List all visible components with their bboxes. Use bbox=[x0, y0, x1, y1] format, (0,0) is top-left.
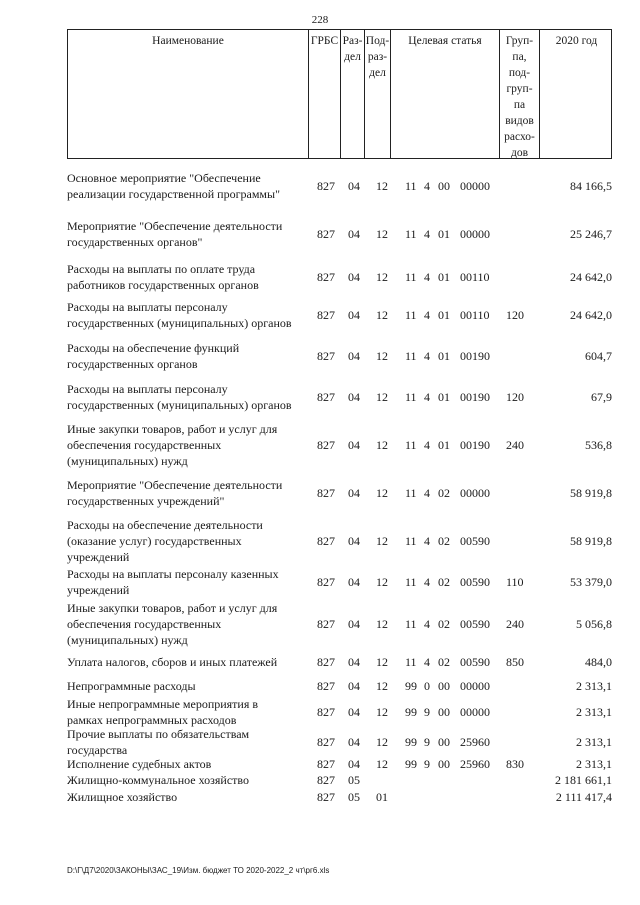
amount-2020: 2 313,1 bbox=[576, 757, 612, 771]
cs-event: 00 bbox=[438, 705, 450, 719]
row-name-line: (муниципальных) нужд bbox=[67, 633, 188, 647]
row-name-line: Расходы на выплаты персоналу bbox=[67, 382, 228, 396]
razdel: 04 bbox=[348, 735, 360, 749]
cs-program: 99 bbox=[405, 705, 417, 719]
cs-program: 99 bbox=[405, 679, 417, 693]
razdel: 04 bbox=[348, 655, 360, 669]
razdel: 04 bbox=[348, 679, 360, 693]
row-name bbox=[67, 772, 312, 788]
cs-subprogram: 4 bbox=[424, 438, 430, 452]
row-name-line: Расходы на выплаты персоналу bbox=[67, 300, 228, 314]
cs-direction: 00000 bbox=[460, 227, 490, 241]
razdel: 05 bbox=[348, 790, 360, 804]
header-gruppa-line: груп- bbox=[506, 83, 533, 95]
row-name-line: государства bbox=[67, 743, 128, 757]
row-name-line: Мероприятие "Обеспечение деятельности bbox=[67, 478, 283, 492]
cs-event: 00 bbox=[438, 179, 450, 193]
row-name bbox=[67, 756, 312, 772]
cs-subprogram: 4 bbox=[424, 655, 430, 669]
vid-rashodov: 240 bbox=[506, 617, 524, 631]
row-name-line: Исполнение судебных актов bbox=[67, 757, 212, 771]
cs-event: 00 bbox=[438, 757, 450, 771]
table-header bbox=[67, 29, 612, 159]
cs-subprogram: 4 bbox=[424, 617, 430, 631]
cs-program: 99 bbox=[405, 757, 417, 771]
razdel: 04 bbox=[348, 757, 360, 771]
podrazdel: 12 bbox=[376, 486, 388, 500]
grbs: 827 bbox=[317, 735, 335, 749]
grbs: 827 bbox=[317, 270, 335, 284]
row-name-line: Расходы на выплаты персоналу казенных bbox=[67, 567, 279, 581]
grbs: 827 bbox=[317, 757, 335, 771]
header-podrazdel-line: раз- bbox=[367, 51, 388, 63]
cs-direction: 00110 bbox=[460, 270, 490, 284]
podrazdel: 12 bbox=[376, 705, 388, 719]
cs-program: 11 bbox=[405, 270, 417, 284]
row-name-line: Жилищно-коммунальное хозяйство bbox=[67, 773, 250, 787]
row-name-line: рамках непрограммных расходов bbox=[67, 713, 237, 727]
cs-program: 11 bbox=[405, 179, 417, 193]
amount-2020: 53 379,0 bbox=[570, 575, 612, 589]
podrazdel: 12 bbox=[376, 757, 388, 771]
cs-program: 11 bbox=[405, 438, 417, 452]
grbs: 827 bbox=[317, 617, 335, 631]
cs-program: 11 bbox=[405, 655, 417, 669]
cs-subprogram: 9 bbox=[424, 757, 430, 771]
podrazdel: 12 bbox=[376, 308, 388, 322]
header-razdel-line: Раз- bbox=[342, 35, 363, 47]
razdel: 05 bbox=[348, 773, 360, 787]
header-podrazdel-line: дел bbox=[369, 67, 386, 79]
row-name-line: государственных (муниципальных) органов bbox=[67, 398, 292, 412]
row-name-line: работников государственных органов bbox=[67, 278, 259, 292]
cs-direction: 00000 bbox=[460, 179, 490, 193]
cs-event: 01 bbox=[438, 308, 450, 322]
cs-event: 00 bbox=[438, 735, 450, 749]
cs-subprogram: 4 bbox=[424, 179, 430, 193]
cs-direction: 00590 bbox=[460, 575, 490, 589]
row-name bbox=[67, 696, 312, 728]
razdel: 04 bbox=[348, 486, 360, 500]
podrazdel: 12 bbox=[376, 349, 388, 363]
grbs: 827 bbox=[317, 679, 335, 693]
grbs: 827 bbox=[317, 227, 335, 241]
row-name-line: государственных органов bbox=[67, 357, 198, 371]
header-gruppa-line: па, bbox=[512, 51, 527, 63]
row-name-line: Основное мероприятие "Обеспечение bbox=[67, 171, 261, 185]
row-name bbox=[67, 170, 312, 202]
row-name-line: Мероприятие "Обеспечение деятельности bbox=[67, 219, 283, 233]
row-name bbox=[67, 381, 312, 413]
header-gruppa bbox=[500, 30, 540, 158]
amount-2020: 25 246,7 bbox=[570, 227, 612, 241]
header-podrazdel-line: Под- bbox=[365, 35, 390, 47]
row-name-line: обеспечения государственных bbox=[67, 438, 222, 452]
razdel: 04 bbox=[348, 438, 360, 452]
amount-2020: 2 313,1 bbox=[576, 679, 612, 693]
cs-program: 11 bbox=[405, 308, 417, 322]
razdel: 04 bbox=[348, 534, 360, 548]
cs-subprogram: 9 bbox=[424, 735, 430, 749]
page-number: 228 bbox=[311, 14, 329, 26]
header-gruppa-line: расхо- bbox=[504, 131, 535, 143]
cs-event: 01 bbox=[438, 390, 450, 404]
grbs: 827 bbox=[317, 308, 335, 322]
razdel: 04 bbox=[348, 575, 360, 589]
grbs: 827 bbox=[317, 575, 335, 589]
podrazdel: 12 bbox=[376, 227, 388, 241]
row-name-line: Расходы на обеспечение функций bbox=[67, 341, 240, 355]
cs-program: 11 bbox=[405, 486, 417, 500]
header-razdel-line: дел bbox=[344, 51, 361, 63]
podrazdel: 12 bbox=[376, 534, 388, 548]
cs-event: 02 bbox=[438, 486, 450, 500]
cs-direction: 00000 bbox=[460, 705, 490, 719]
cs-program: 99 bbox=[405, 735, 417, 749]
row-name-line: Жилищное хозяйство bbox=[67, 790, 178, 804]
cs-direction: 00190 bbox=[460, 390, 490, 404]
row-name bbox=[67, 600, 312, 648]
cs-direction: 00000 bbox=[460, 486, 490, 500]
row-name-line: государственных органов" bbox=[67, 235, 203, 249]
row-name bbox=[67, 218, 312, 250]
cs-subprogram: 4 bbox=[424, 308, 430, 322]
header-celevaya: Целевая статья bbox=[391, 30, 500, 158]
row-name bbox=[67, 421, 312, 469]
header-gruppa-line: Груп- bbox=[505, 35, 534, 47]
cs-direction: 00190 bbox=[460, 438, 490, 452]
grbs: 827 bbox=[317, 486, 335, 500]
amount-2020: 484,0 bbox=[585, 655, 612, 669]
header-name: Наименование bbox=[68, 30, 309, 158]
row-name bbox=[67, 678, 312, 694]
amount-2020: 24 642,0 bbox=[570, 270, 612, 284]
header-gruppa-line: дов bbox=[510, 147, 529, 159]
podrazdel: 12 bbox=[376, 390, 388, 404]
razdel: 04 bbox=[348, 705, 360, 719]
razdel: 04 bbox=[348, 349, 360, 363]
cs-subprogram: 4 bbox=[424, 390, 430, 404]
grbs: 827 bbox=[317, 179, 335, 193]
vid-rashodov: 240 bbox=[506, 438, 524, 452]
grbs: 827 bbox=[317, 534, 335, 548]
header-grbs: ГРБС bbox=[309, 30, 341, 158]
amount-2020: 58 919,8 bbox=[570, 486, 612, 500]
header-gruppa-line: видов bbox=[505, 115, 534, 127]
vid-rashodov: 120 bbox=[506, 390, 524, 404]
razdel: 04 bbox=[348, 308, 360, 322]
row-name-line: (оказание услуг) государственных bbox=[67, 534, 242, 548]
cs-event: 02 bbox=[438, 617, 450, 631]
amount-2020: 2 313,1 bbox=[576, 705, 612, 719]
cs-direction: 25960 bbox=[460, 757, 490, 771]
row-name bbox=[67, 477, 312, 509]
razdel: 04 bbox=[348, 617, 360, 631]
cs-event: 01 bbox=[438, 438, 450, 452]
cs-event: 02 bbox=[438, 534, 450, 548]
podrazdel: 12 bbox=[376, 270, 388, 284]
header-razdel bbox=[341, 30, 365, 158]
vid-rashodov: 110 bbox=[506, 575, 524, 589]
row-name-line: государственных (муниципальных) органов bbox=[67, 316, 292, 330]
cs-subprogram: 9 bbox=[424, 705, 430, 719]
row-name-line: учреждений bbox=[67, 550, 130, 564]
cs-subprogram: 4 bbox=[424, 270, 430, 284]
vid-rashodov: 850 bbox=[506, 655, 524, 669]
row-name bbox=[67, 261, 312, 293]
amount-2020: 604,7 bbox=[585, 349, 612, 363]
podrazdel: 12 bbox=[376, 655, 388, 669]
row-name-line: Расходы на обеспечение деятельности bbox=[67, 518, 263, 532]
cs-direction: 00590 bbox=[460, 655, 490, 669]
cs-program: 11 bbox=[405, 390, 417, 404]
vid-rashodov: 830 bbox=[506, 757, 524, 771]
header-year: 2020 год bbox=[555, 35, 598, 47]
grbs: 827 bbox=[317, 438, 335, 452]
cs-direction: 00590 bbox=[460, 534, 490, 548]
cs-program: 11 bbox=[405, 575, 417, 589]
row-name-line: государственных учреждений" bbox=[67, 494, 225, 508]
row-name bbox=[67, 517, 312, 565]
row-name-line: Расходы на выплаты по оплате труда bbox=[67, 262, 256, 276]
podrazdel: 01 bbox=[376, 790, 388, 804]
file-path-footer: D:\Г\Д7\2020\ЗАКОНЫ\ЗАС_19\Изм. бюджет ТО 2020-2022_2 чт\рг6.xls bbox=[67, 866, 330, 875]
header-podrazdel bbox=[365, 30, 391, 158]
row-name bbox=[67, 566, 312, 598]
grbs: 827 bbox=[317, 705, 335, 719]
cs-direction: 00190 bbox=[460, 349, 490, 363]
razdel: 04 bbox=[348, 390, 360, 404]
podrazdel: 12 bbox=[376, 735, 388, 749]
grbs: 827 bbox=[317, 655, 335, 669]
podrazdel: 12 bbox=[376, 575, 388, 589]
row-name-line: Непрограммные расходы bbox=[67, 679, 196, 693]
amount-2020: 84 166,5 bbox=[570, 179, 612, 193]
vid-rashodov: 120 bbox=[506, 308, 524, 322]
cs-program: 11 bbox=[405, 617, 417, 631]
podrazdel: 12 bbox=[376, 438, 388, 452]
row-name-line: Уплата налогов, сборов и иных платежей bbox=[67, 655, 278, 669]
row-name-line: учреждений bbox=[67, 583, 130, 597]
grbs: 827 bbox=[317, 773, 335, 787]
row-name-line: Иные закупки товаров, работ и услуг для bbox=[67, 422, 278, 436]
amount-2020: 2 181 661,1 bbox=[555, 773, 612, 787]
cs-direction: 00590 bbox=[460, 617, 490, 631]
row-name-line: обеспечения государственных bbox=[67, 617, 222, 631]
cs-event: 00 bbox=[438, 679, 450, 693]
cs-program: 11 bbox=[405, 227, 417, 241]
cs-event: 01 bbox=[438, 227, 450, 241]
header-gruppa-line: под- bbox=[508, 67, 531, 79]
amount-2020: 536,8 bbox=[585, 438, 612, 452]
row-name-line: реализации государственной программы" bbox=[67, 187, 280, 201]
amount-2020: 2 111 417,4 bbox=[555, 790, 612, 804]
row-name bbox=[67, 789, 312, 805]
razdel: 04 bbox=[348, 179, 360, 193]
row-name bbox=[67, 340, 312, 372]
cs-event: 02 bbox=[438, 655, 450, 669]
amount-2020: 5 056,8 bbox=[576, 617, 612, 631]
cs-event: 01 bbox=[438, 270, 450, 284]
amount-2020: 67,9 bbox=[591, 390, 612, 404]
row-name bbox=[67, 726, 312, 758]
cs-event: 01 bbox=[438, 349, 450, 363]
amount-2020: 24 642,0 bbox=[570, 308, 612, 322]
row-name bbox=[67, 654, 312, 670]
cs-program: 11 bbox=[405, 534, 417, 548]
cs-direction: 00000 bbox=[460, 679, 490, 693]
grbs: 827 bbox=[317, 349, 335, 363]
row-name-line: (муниципальных) нужд bbox=[67, 454, 188, 468]
cs-subprogram: 4 bbox=[424, 227, 430, 241]
podrazdel: 12 bbox=[376, 617, 388, 631]
row-name-line: Прочие выплаты по обязательствам bbox=[67, 727, 250, 741]
cs-direction: 25960 bbox=[460, 735, 490, 749]
cs-direction: 00110 bbox=[460, 308, 490, 322]
razdel: 04 bbox=[348, 270, 360, 284]
row-name bbox=[67, 299, 312, 331]
cs-subprogram: 4 bbox=[424, 534, 430, 548]
grbs: 827 bbox=[317, 790, 335, 804]
cs-program: 11 bbox=[405, 349, 417, 363]
cs-subprogram: 4 bbox=[424, 575, 430, 589]
cs-subprogram: 4 bbox=[424, 349, 430, 363]
header-gruppa-line: па bbox=[513, 99, 526, 111]
razdel: 04 bbox=[348, 227, 360, 241]
podrazdel: 12 bbox=[376, 179, 388, 193]
grbs: 827 bbox=[317, 390, 335, 404]
amount-2020: 2 313,1 bbox=[576, 735, 612, 749]
row-name-line: Иные закупки товаров, работ и услуг для bbox=[67, 601, 278, 615]
cs-subprogram: 0 bbox=[424, 679, 430, 693]
amount-2020: 58 919,8 bbox=[570, 534, 612, 548]
cs-subprogram: 4 bbox=[424, 486, 430, 500]
cs-event: 02 bbox=[438, 575, 450, 589]
row-name-line: Иные непрограммные мероприятия в bbox=[67, 697, 259, 711]
podrazdel: 12 bbox=[376, 679, 388, 693]
